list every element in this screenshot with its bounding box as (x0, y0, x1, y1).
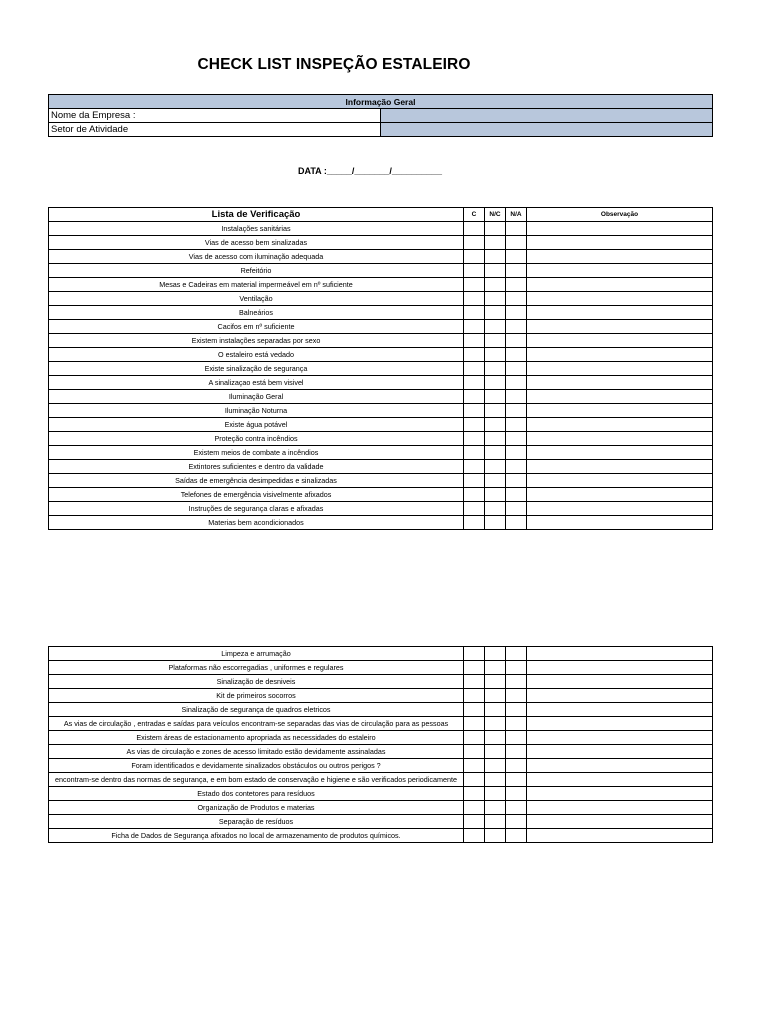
check-nc-cell[interactable] (485, 362, 506, 376)
table-row (49, 703, 713, 717)
check-na-cell[interactable] (506, 731, 527, 745)
observation-cell[interactable] (527, 759, 713, 773)
check-na-cell[interactable] (506, 320, 527, 334)
check-c-cell[interactable] (464, 502, 485, 516)
check-na-cell[interactable] (506, 446, 527, 460)
check-c-cell[interactable] (464, 703, 485, 717)
observation-cell[interactable] (527, 362, 713, 376)
check-c-cell[interactable] (464, 306, 485, 320)
observation-cell[interactable] (527, 292, 713, 306)
table-row (49, 460, 713, 474)
check-nc-cell[interactable] (485, 222, 506, 236)
table-row (49, 362, 713, 376)
table-row (49, 516, 713, 530)
check-nc-cell[interactable] (485, 264, 506, 278)
table-row (49, 488, 713, 502)
check-na-cell[interactable] (506, 306, 527, 320)
check-na-cell[interactable] (506, 801, 527, 815)
observation-cell[interactable] (527, 250, 713, 264)
check-nc-cell[interactable] (485, 474, 506, 488)
table-row (49, 376, 713, 390)
check-c-cell[interactable] (464, 474, 485, 488)
table-row (49, 278, 713, 292)
checklist-item-label: Existe sinalização de segurança (49, 362, 464, 376)
check-na-cell[interactable] (506, 250, 527, 264)
check-c-cell[interactable] (464, 264, 485, 278)
page-title: CHECK LIST INSPEÇÃO ESTALEIRO (197, 56, 471, 73)
table-row (49, 390, 713, 404)
observation-cell[interactable] (527, 647, 713, 661)
checklist-item-label: Instruções de segurança claras e afixadas (49, 502, 464, 516)
check-c-cell[interactable] (464, 348, 485, 362)
check-na-cell[interactable] (506, 759, 527, 773)
observation-cell[interactable] (527, 731, 713, 745)
check-nc-cell[interactable] (485, 502, 506, 516)
checklist-item-label: As vias de circulação , entradas e saídas para veículos encontram-se separadas das vias de circulação para as pessoas (49, 717, 464, 731)
check-na-cell[interactable] (506, 689, 527, 703)
check-nc-cell[interactable] (485, 703, 506, 717)
checklist-item-label: Ficha de Dados de Segurança afixados no local de armazenamento de produtos químicos. (49, 829, 464, 843)
table-row (49, 446, 713, 460)
observation-cell[interactable] (527, 334, 713, 348)
activity-sector-field[interactable] (381, 123, 713, 137)
table-row (49, 759, 713, 773)
observation-cell[interactable] (527, 474, 713, 488)
check-nc-cell[interactable] (485, 675, 506, 689)
table-row (49, 773, 713, 787)
check-c-cell[interactable] (464, 815, 485, 829)
check-c-cell[interactable] (464, 787, 485, 801)
check-nc-cell[interactable] (485, 731, 506, 745)
checklist-item-label: Refeitório (49, 264, 464, 278)
check-c-cell[interactable] (464, 236, 485, 250)
check-na-cell[interactable] (506, 773, 527, 787)
check-c-cell[interactable] (464, 320, 485, 334)
checklist-item-label: Cacifos em nº suficiente (49, 320, 464, 334)
checklist-item-label: Estado dos contetores para resíduos (49, 787, 464, 801)
table-row (49, 801, 713, 815)
table-row (49, 647, 713, 661)
table-row (49, 689, 713, 703)
check-c-cell[interactable] (464, 292, 485, 306)
check-c-cell[interactable] (464, 446, 485, 460)
check-nc-cell[interactable] (485, 773, 506, 787)
checklist-item-label: Existem instalações separadas por sexo (49, 334, 464, 348)
observation-cell[interactable] (527, 801, 713, 815)
checklist-item-label: Iluminação Geral (49, 390, 464, 404)
check-c-cell[interactable] (464, 675, 485, 689)
check-c-cell[interactable] (464, 661, 485, 675)
check-nc-cell[interactable] (485, 460, 506, 474)
table-row (49, 661, 713, 675)
observation-cell[interactable] (527, 488, 713, 502)
check-c-cell[interactable] (464, 516, 485, 530)
checklist-item-label: Instalações sanitárias (49, 222, 464, 236)
check-nc-cell[interactable] (485, 278, 506, 292)
checklist-item-label: Vias de acesso com iluminação adequada (49, 250, 464, 264)
check-na-cell[interactable] (506, 787, 527, 801)
checklist-item-label: Vias de acesso bem sinalizadas (49, 236, 464, 250)
observation-cell[interactable] (527, 745, 713, 759)
check-na-cell[interactable] (506, 745, 527, 759)
observation-cell[interactable] (527, 418, 713, 432)
checklist-item-label: O estaleiro está vedado (49, 348, 464, 362)
check-nc-cell[interactable] (485, 661, 506, 675)
check-nc-cell[interactable] (485, 516, 506, 530)
observation-cell[interactable] (527, 432, 713, 446)
check-na-cell[interactable] (506, 647, 527, 661)
check-na-cell[interactable] (506, 815, 527, 829)
check-c-cell[interactable] (464, 278, 485, 292)
check-nc-cell[interactable] (485, 320, 506, 334)
check-na-cell[interactable] (506, 292, 527, 306)
table-row (49, 474, 713, 488)
observation-cell[interactable] (527, 236, 713, 250)
checklist-item-label: Saídas de emergência desimpedidas e sinalizadas (49, 474, 464, 488)
table-row (49, 432, 713, 446)
checklist-item-label: Materias bem acondicionados (49, 516, 464, 530)
check-c-cell[interactable] (464, 432, 485, 446)
check-na-cell[interactable] (506, 236, 527, 250)
table-row (49, 717, 713, 731)
check-c-cell[interactable] (464, 717, 485, 731)
table-row (49, 787, 713, 801)
check-nc-cell[interactable] (485, 376, 506, 390)
check-nc-cell[interactable] (485, 404, 506, 418)
check-nc-cell[interactable] (485, 759, 506, 773)
checklist-item-label: As vias de circulação e zones de acesso limitado estão devidamente assinaladas (49, 745, 464, 759)
general-info-header: Informação Geral (49, 95, 713, 109)
checklist-item-label: Limpeza e arrumação (49, 647, 464, 661)
general-info-table (48, 94, 713, 137)
checklist-item-label: Foram identificados e devidamente sinalizados obstáculos ou outros perigos ? (49, 759, 464, 773)
observation-cell[interactable] (527, 773, 713, 787)
observation-cell[interactable] (527, 278, 713, 292)
observation-cell[interactable] (527, 320, 713, 334)
table-row (49, 418, 713, 432)
checklist-item-label: Existem áreas de estacionamento apropriada as necessidades do estaleiro (49, 731, 464, 745)
checklist-item-label: Existe água potável (49, 418, 464, 432)
check-nc-cell[interactable] (485, 236, 506, 250)
checklist-item-label: Sinalização de desniveis (49, 675, 464, 689)
checklist-item-label: Proteção contra incêndios (49, 432, 464, 446)
check-c-cell[interactable] (464, 250, 485, 264)
check-c-cell[interactable] (464, 829, 485, 843)
check-c-cell[interactable] (464, 376, 485, 390)
check-c-cell[interactable] (464, 731, 485, 745)
col-header-nc: N/C (485, 208, 506, 222)
table-row (49, 222, 713, 236)
checklist-item-label: Mesas e Cadeiras em material impermeável em nº suficiente (49, 278, 464, 292)
check-na-cell[interactable] (506, 404, 527, 418)
check-nc-cell[interactable] (485, 689, 506, 703)
check-na-cell[interactable] (506, 334, 527, 348)
table-row (49, 306, 713, 320)
observation-cell[interactable] (527, 675, 713, 689)
check-nc-cell[interactable] (485, 334, 506, 348)
check-nc-cell[interactable] (485, 801, 506, 815)
activity-sector-label: Setor de Atividade (49, 123, 381, 137)
check-na-cell[interactable] (506, 264, 527, 278)
table-row (49, 250, 713, 264)
check-nc-cell[interactable] (485, 250, 506, 264)
col-header-c: C (464, 208, 485, 222)
check-na-cell[interactable] (506, 460, 527, 474)
check-na-cell[interactable] (506, 348, 527, 362)
observation-cell[interactable] (527, 815, 713, 829)
check-c-cell[interactable] (464, 460, 485, 474)
check-nc-cell[interactable] (485, 292, 506, 306)
observation-cell[interactable] (527, 502, 713, 516)
table-row (49, 745, 713, 759)
check-na-cell[interactable] (506, 376, 527, 390)
checklist-item-label: Sinalização de segurança de quadros eletricos (49, 703, 464, 717)
observation-cell[interactable] (527, 390, 713, 404)
check-na-cell[interactable] (506, 474, 527, 488)
observation-cell[interactable] (527, 703, 713, 717)
check-nc-cell[interactable] (485, 829, 506, 843)
check-nc-cell[interactable] (485, 446, 506, 460)
check-na-cell[interactable] (506, 829, 527, 843)
observation-cell[interactable] (527, 376, 713, 390)
observation-cell[interactable] (527, 689, 713, 703)
checklist-item-label: A sinalizaçao está bem visivel (49, 376, 464, 390)
checklist-item-label: Existem meios de combate a incêndios (49, 446, 464, 460)
table-row (49, 320, 713, 334)
check-nc-cell[interactable] (485, 815, 506, 829)
check-c-cell[interactable] (464, 418, 485, 432)
check-nc-cell[interactable] (485, 306, 506, 320)
table-row (49, 236, 713, 250)
check-na-cell[interactable] (506, 222, 527, 236)
observation-cell[interactable] (527, 264, 713, 278)
check-na-cell[interactable] (506, 502, 527, 516)
checklist-item-label: Organização de Produtos e materias (49, 801, 464, 815)
checklist-item-label: Extintores suficientes e dentro da validade (49, 460, 464, 474)
check-nc-cell[interactable] (485, 432, 506, 446)
checklist-item-label: Kit de primeiros socorros (49, 689, 464, 703)
checklist-table-1 (48, 207, 713, 530)
table-row (49, 348, 713, 362)
observation-cell[interactable] (527, 460, 713, 474)
checklist-item-label: Separação de resíduos (49, 815, 464, 829)
observation-cell[interactable] (527, 717, 713, 731)
table-row (49, 292, 713, 306)
observation-cell[interactable] (527, 446, 713, 460)
check-c-cell[interactable] (464, 759, 485, 773)
table-row (49, 334, 713, 348)
check-nc-cell[interactable] (485, 717, 506, 731)
check-na-cell[interactable] (506, 390, 527, 404)
check-nc-cell[interactable] (485, 418, 506, 432)
check-c-cell[interactable] (464, 334, 485, 348)
observation-cell[interactable] (527, 787, 713, 801)
check-c-cell[interactable] (464, 390, 485, 404)
check-c-cell[interactable] (464, 689, 485, 703)
company-name-field[interactable] (381, 109, 713, 123)
table-row (49, 502, 713, 516)
observation-cell[interactable] (527, 222, 713, 236)
check-nc-cell[interactable] (485, 647, 506, 661)
checklist-item-label: Iluminação Noturna (49, 404, 464, 418)
check-na-cell[interactable] (506, 432, 527, 446)
check-nc-cell[interactable] (485, 348, 506, 362)
check-na-cell[interactable] (506, 362, 527, 376)
check-c-cell[interactable] (464, 801, 485, 815)
observation-cell[interactable] (527, 306, 713, 320)
company-name-label: Nome da Empresa : (49, 109, 381, 123)
checklist-item-label: Ventilação (49, 292, 464, 306)
observation-cell[interactable] (527, 516, 713, 530)
check-c-cell[interactable] (464, 362, 485, 376)
table-row (49, 404, 713, 418)
table-row (49, 815, 713, 829)
check-c-cell[interactable] (464, 745, 485, 759)
observation-cell[interactable] (527, 661, 713, 675)
observation-cell[interactable] (527, 348, 713, 362)
check-na-cell[interactable] (506, 418, 527, 432)
check-na-cell[interactable] (506, 675, 527, 689)
check-nc-cell[interactable] (485, 390, 506, 404)
checklist-item-label: Plataformas não escorregadias , uniformes e regulares (49, 661, 464, 675)
check-c-cell[interactable] (464, 222, 485, 236)
table-row (49, 264, 713, 278)
col-header-na: N/A (506, 208, 527, 222)
check-c-cell[interactable] (464, 404, 485, 418)
check-nc-cell[interactable] (485, 745, 506, 759)
date-field[interactable]: DATA :_____/_______/__________ (298, 166, 442, 176)
check-nc-cell[interactable] (485, 787, 506, 801)
check-na-cell[interactable] (506, 661, 527, 675)
check-na-cell[interactable] (506, 516, 527, 530)
check-c-cell[interactable] (464, 488, 485, 502)
checklist-item-label: Balneários (49, 306, 464, 320)
observation-cell[interactable] (527, 829, 713, 843)
col-header-observation: Observação (527, 208, 713, 222)
check-na-cell[interactable] (506, 717, 527, 731)
table-row (49, 731, 713, 745)
check-na-cell[interactable] (506, 703, 527, 717)
check-na-cell[interactable] (506, 488, 527, 502)
check-c-cell[interactable] (464, 773, 485, 787)
check-c-cell[interactable] (464, 647, 485, 661)
check-na-cell[interactable] (506, 278, 527, 292)
col-header-checklist: Lista de Verificação (49, 208, 464, 222)
check-nc-cell[interactable] (485, 488, 506, 502)
checklist-table-2 (48, 646, 713, 843)
checklist-item-label: Telefones de emergência visivelmente afixados (49, 488, 464, 502)
table-row (49, 675, 713, 689)
checklist-item-label: encontram-se dentro das normas de segurança, e em bom estado de conservação e higiene e são verificados periodicamente (49, 773, 464, 787)
observation-cell[interactable] (527, 404, 713, 418)
table-row (49, 829, 713, 843)
